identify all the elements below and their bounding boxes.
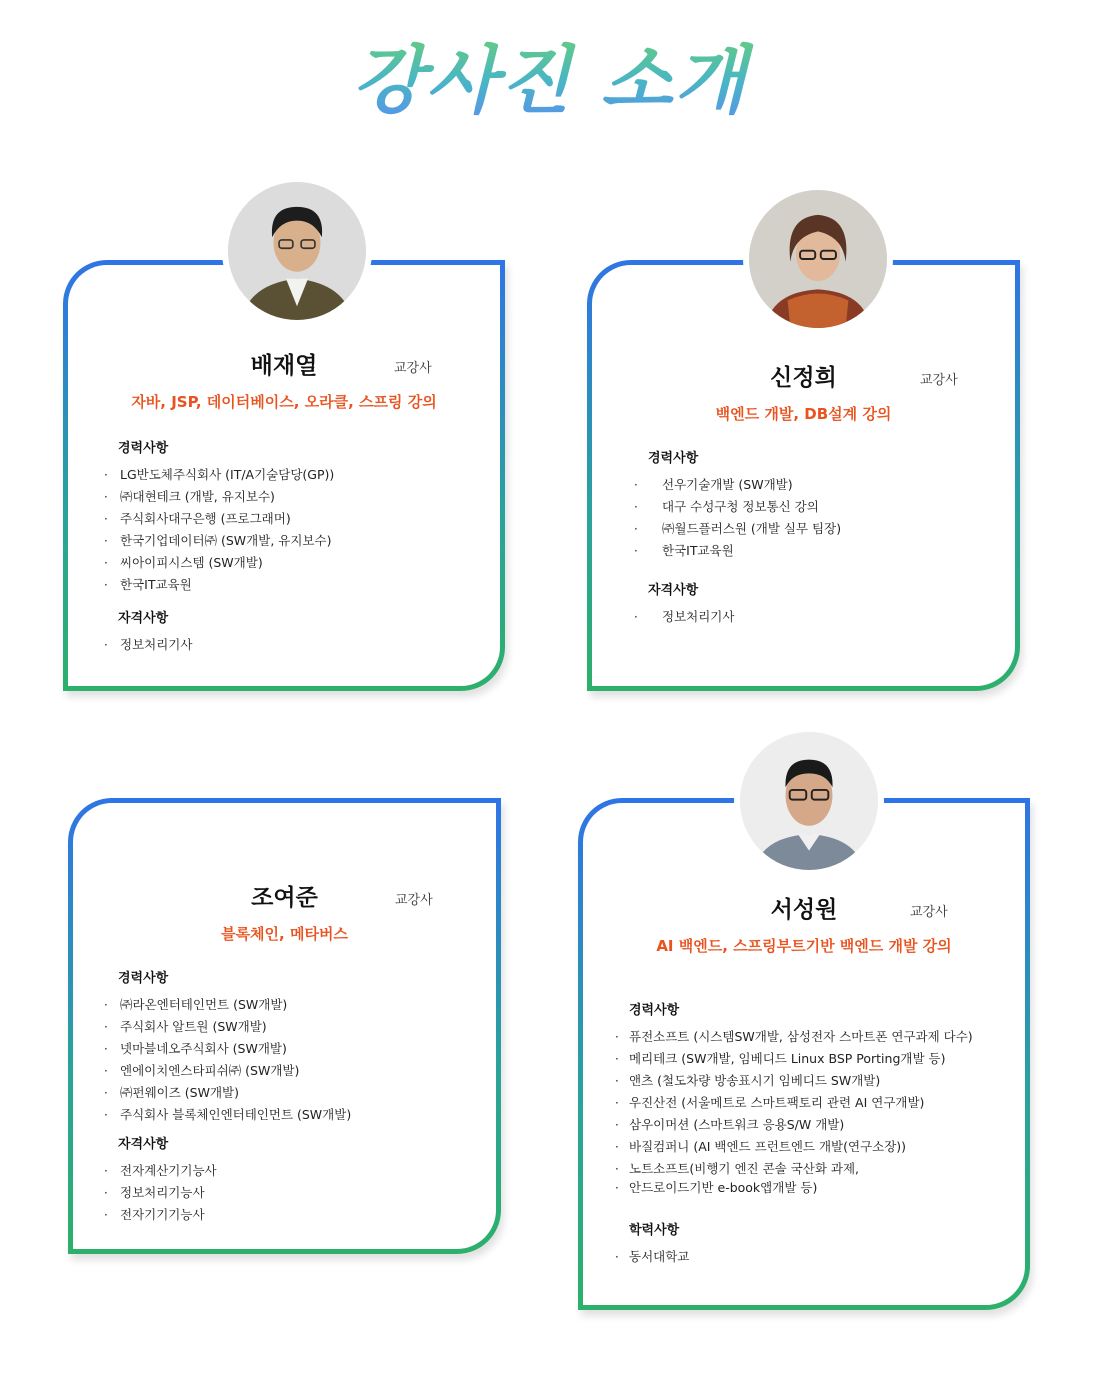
- list-item: · 한국IT교육원: [634, 543, 734, 558]
- instructor-name: 신정희: [770, 365, 837, 391]
- section-career: [634, 447, 842, 562]
- section-heading: 경력사항: [629, 1003, 680, 1018]
- license-list: [636, 606, 734, 628]
- list-item: · 주식회사 알트원 (SW개발): [104, 1019, 267, 1034]
- list-item: · 삼우이머션 (스마트워크 응용S/W 개발): [615, 1117, 845, 1132]
- instructor-rank: 교강사: [395, 893, 433, 908]
- list-item: · 씨아이피시스템 (SW개발): [104, 555, 263, 570]
- section-heading: 학력사항: [629, 1223, 680, 1238]
- section-heading: 경력사항: [118, 971, 169, 986]
- list-item: · ㈜펀웨이즈 (SW개발): [104, 1085, 239, 1100]
- list-item: · 엔에이치엔스타피쉬㈜ (SW개발): [104, 1063, 300, 1078]
- section-license: [104, 1133, 217, 1226]
- education-list: [617, 1246, 689, 1268]
- section-heading: 경력사항: [118, 441, 169, 456]
- list-item: · 주식회사 블록체인엔터테인먼트 (SW개발): [104, 1107, 352, 1122]
- career-list: [106, 464, 334, 596]
- list-item: · 우진산전 (서울메트로 스마트팩토리 관련 AI 연구개발): [615, 1095, 925, 1110]
- section-license: [634, 579, 735, 628]
- section-education: [615, 1219, 690, 1268]
- list-item: · LG반도체주식회사 (IT/A기술담당(GP)): [104, 467, 335, 482]
- instructor-subject: 자바, JSP, 데이터베이스, 오라클, 스프링 강의: [131, 393, 437, 411]
- list-item: · 정보처리기사: [634, 609, 735, 624]
- section-license: [104, 607, 193, 656]
- section-heading: 경력사항: [648, 451, 699, 466]
- list-item: · ㈜월드플러스원 (개발 실무 팀장): [634, 521, 842, 536]
- list-item: · 정보처리기능사: [104, 1185, 205, 1200]
- career-list: [617, 1026, 973, 1196]
- portrait-photo-icon: [740, 732, 878, 870]
- instructor-rank: 교강사: [910, 905, 948, 920]
- avatar: [222, 176, 372, 326]
- license-list: [106, 1160, 217, 1226]
- instructor-rank: 교강사: [920, 373, 958, 388]
- avatar: [734, 726, 884, 876]
- section-heading: 자격사항: [648, 583, 699, 598]
- list-item: · 앤츠 (철도차량 방송표시기 임베디드 SW개발): [615, 1073, 881, 1088]
- list-item: · 동서대학교: [615, 1249, 690, 1264]
- section-career: [104, 967, 352, 1126]
- list-item: · 대구 수성구청 정보통신 강의: [634, 499, 819, 514]
- list-item: · 전자계산기기능사: [104, 1163, 217, 1178]
- section-career: [615, 999, 973, 1196]
- instructor-subject: 블록체인, 메타버스: [221, 925, 348, 943]
- instructor-subject: AI 백엔드, 스프링부트기반 백엔드 개발 강의: [656, 937, 952, 955]
- instructor-name: 배재열: [250, 353, 318, 379]
- list-item: · 정보처리기사: [104, 637, 193, 652]
- portrait-photo-icon: [749, 190, 887, 328]
- instructor-name: 서성원: [770, 897, 838, 923]
- list-item: · ㈜대현테크 (개발, 유지보수): [104, 489, 275, 504]
- page-title: 강사진 소개: [0, 22, 1100, 128]
- list-item: · 넷마블네오주식회사 (SW개발): [104, 1041, 287, 1056]
- career-list: [636, 474, 841, 562]
- portrait-photo-icon: [228, 182, 366, 320]
- list-item: · 퓨전소프트 (시스템SW개발, 삼성전자 스마트폰 연구과제 다수): [615, 1029, 973, 1044]
- list-item: · 안드로이드기반 e-book앱개발 등): [615, 1180, 818, 1195]
- list-item: · 노트소프트(비행기 엔진 콘솔 국산화 과제,: [615, 1161, 860, 1176]
- list-item: · 주식회사대구은행 (프로그래머): [104, 511, 291, 526]
- list-item: · 전자기기기능사: [104, 1207, 205, 1222]
- list-item: · 바질컴퍼니 (AI 백엔드 프런트엔드 개발(연구소장)): [615, 1139, 907, 1154]
- list-item: · 선우기술개발 (SW개발): [634, 477, 793, 492]
- list-item: · 메리테크 (SW개발, 임베디드 Linux BSP Porting개발 등): [615, 1051, 946, 1066]
- section-heading: 자격사항: [118, 611, 169, 626]
- instructor-card-3: [68, 798, 501, 1254]
- avatar: [743, 184, 893, 334]
- list-item: · ㈜라온엔터테인먼트 (SW개발): [104, 997, 288, 1012]
- license-list: [106, 634, 192, 656]
- list-item: · 한국기업데이터㈜ (SW개발, 유지보수): [104, 533, 332, 548]
- instructor-subject: 백엔드 개발, DB설계 강의: [715, 405, 892, 423]
- instructor-rank: 교강사: [394, 361, 432, 376]
- career-list: [106, 994, 351, 1126]
- section-career: [104, 437, 335, 596]
- list-item: · 한국IT교육원: [104, 577, 192, 592]
- section-heading: 자격사항: [118, 1137, 169, 1152]
- instructor-name: 조여준: [251, 885, 318, 911]
